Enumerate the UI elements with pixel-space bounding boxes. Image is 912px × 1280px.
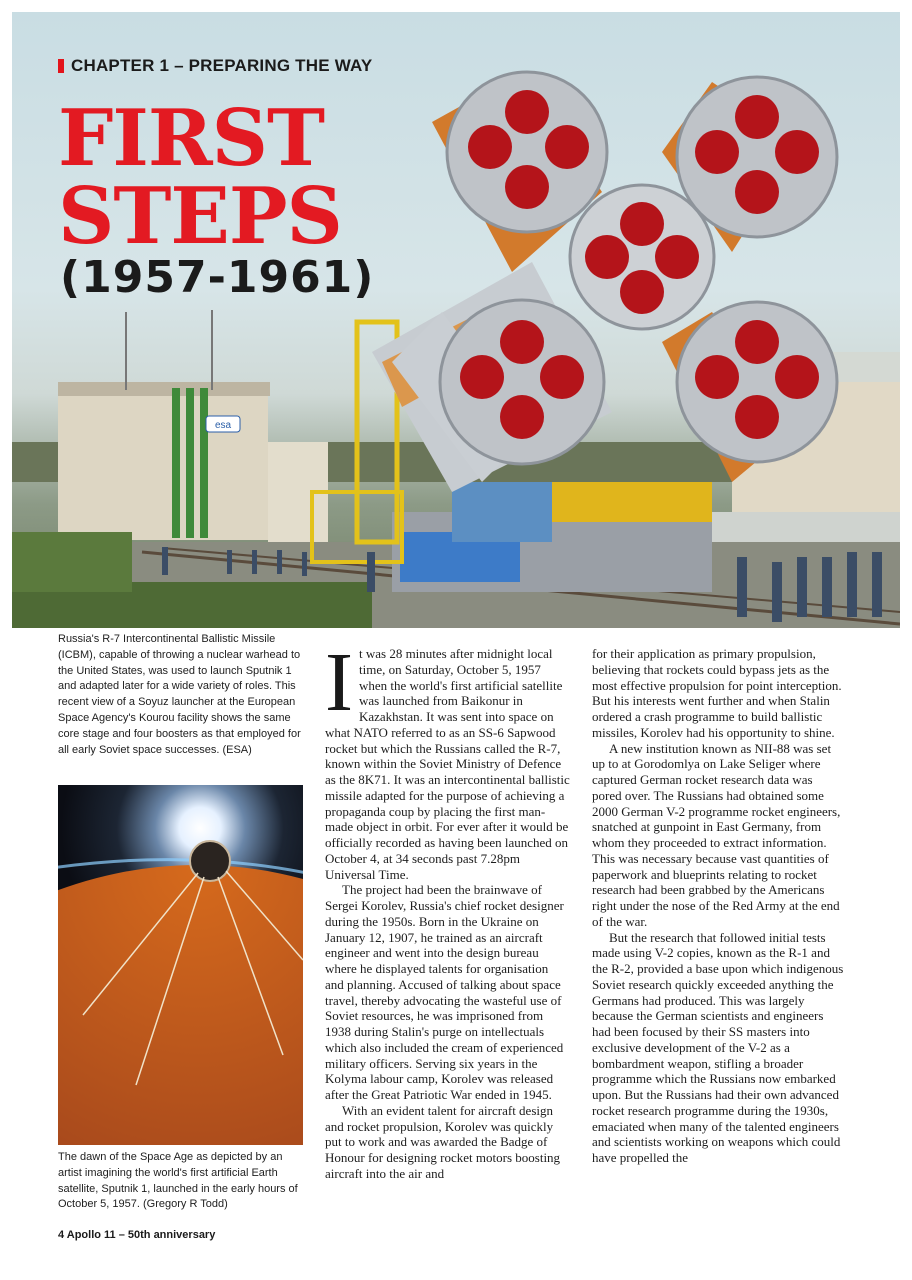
dropcap: I <box>325 636 353 729</box>
article-paragraph: With an evident talent for aircraft design and rocket propulsion, Korolev was quickly put to work and was awarded the Badge of Honour for designing rocket motors boosting aircraft into the air and <box>325 1102 561 1181</box>
title-line-1: FIRST <box>58 93 325 184</box>
page-folio: 4 Apollo 11 – 50th anniversary <box>58 1229 216 1241</box>
sputnik-illustration <box>58 785 303 1145</box>
title-line-2: STEPS <box>58 171 342 262</box>
core-stage <box>570 185 714 329</box>
chapter-marker-icon <box>58 59 64 73</box>
sputnik-artwork <box>58 785 303 1145</box>
article-column-1 <box>325 636 570 1182</box>
chapter-label-text: CHAPTER 1 – PREPARING THE WAY <box>71 56 373 75</box>
paragraph-text: t was 28 minutes after midnight local time, on Saturday, October 5, 1957 when the world's first artificial satellite was launched from Baikonur in Kazakhstan. It was sent into space on what NATO referred to as an SS-6 Sapwood rocket but which the Russians called the R-7, known within the Soviet Ministry of Defence as the 8K71. It was an intercontinental ballistic missile adapted for the purpose of achieving a propaganda coup by placing the first man-made object in orbit. For ever after it would be officially recorded as having been launched on October 4, at 34 seconds past 7.28pm Universal Time. <box>325 646 570 882</box>
article-paragraph: The project had been the brainwave of Sergei Korolev, Russia's chief rocket designer during the 1950s. Born in the Ukraine on January 12, 1907, he trained as an aircraft engineer and went into the design bureau where he displayed talents for organisation and planning. Accused of talking about space travel, thereby advocating the wasteful use of Soviet resources, he was imprisoned from 1938 during Stalin's purge on intellectuals which also included the cream of experienced military officers. Serving six years in the Kolyma labour camp, Korolev was released after the Great Patriotic War ended in 1945. <box>325 882 564 1102</box>
hero-photo <box>12 12 900 628</box>
inset-caption: The dawn of the Space Age as depicted by an artist imagining the world's first artificial Earth satellite, Sputnik 1, launched in the early hours of October 5, 1957. (Gregory R Todd) <box>58 1151 298 1211</box>
article-paragraph: A new institution known as NII-88 was set up to at Gorodomlya on Lake Seliger where captured German rocket research data was pored over. The Russians had obtained some 2000 German V-2 programme rocket engineers, snatched at gunpoint in East Germany, from whom they proceeded to extract information. This was necessary because vast quantities of paperwork and blueprints relating to rocket research had been grabbed by the Americans right under the nose of the Red Army at the end of the war. <box>592 740 841 929</box>
article-paragraph <box>325 636 570 882</box>
title-dates: (1957-1961) <box>60 252 375 303</box>
article-column-2 <box>592 646 844 1166</box>
article-paragraph: for their application as primary propulsion, believing that rockets could bypass jets as the most effective propulsion for point interception. But his interests went further and when Stalin ordered a crash programme to build ballistic missiles, Korolev had his opportunity to shine. <box>592 646 842 740</box>
hero-caption: Russia's R-7 Intercontinental Ballistic Missile (ICBM), capable of throwing a nuclear warhead to the United States, was used to launch Sputnik 1 and adapted later for a wide variety of roles. This recent view of a Soyuz launcher at the European Space Agency's Kourou facility shows the same core stage and four boosters as that employed for all early Soviet space successes. (ESA) <box>58 633 301 756</box>
article-paragraph: But the research that followed initial tests made using V-2 copies, known as the R-1 and the R-2, provided a base upon which indigenous Soviet research quickly exceeded anything the Germans had produced. This was largely because the German scientists and engineers had been focused by their SS masters into exclusive development of the V-2 as a bombardment weapon, stifling a broader programme which the Russians now embarked upon. But the Russians had their own advanced rocket research programme during the 1930s, emaciated when many of the talented engineers and scientists working on weapons which could have propelled the <box>592 929 844 1165</box>
esa-logo: esa <box>214 420 232 431</box>
chapter-label <box>58 56 372 76</box>
